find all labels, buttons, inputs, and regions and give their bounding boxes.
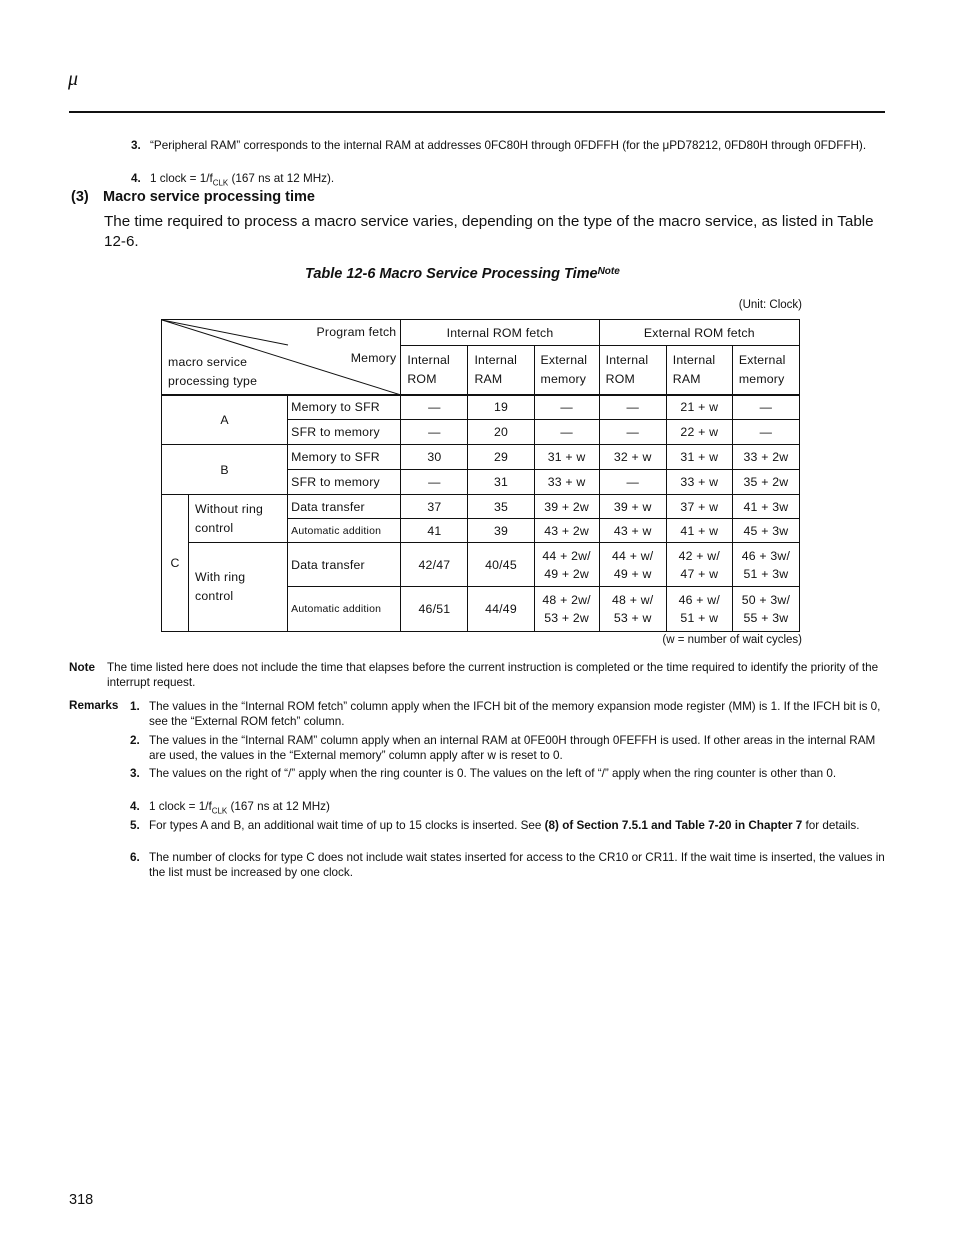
value-cell: 37 + w [666, 495, 732, 519]
type-a-cell: A [162, 395, 288, 445]
value-cell: 20 [468, 420, 534, 445]
program-fetch-label: Program fetch [316, 325, 397, 339]
value-cell: 39 + w [599, 495, 666, 519]
value-cell: 46 + w/ 51 + w [666, 587, 732, 632]
row-label: Memory to SFR [288, 395, 401, 420]
value-cell: 22 + w [666, 420, 732, 445]
mu-symbol-header: μ [68, 68, 79, 90]
value-cell: 30 [401, 445, 468, 470]
value-cell: — [599, 395, 666, 420]
value-cell: 32 + w [599, 445, 666, 470]
row-label: Data transfer [288, 495, 401, 519]
table-row [162, 445, 800, 470]
value-cell: 42/47 [401, 543, 468, 587]
remark-number: 1. [130, 700, 140, 713]
value-cell: 43 + 2w [534, 519, 599, 543]
note-label: Note [69, 661, 95, 674]
row-label: SFR to memory [288, 420, 401, 445]
table-footer: (w = number of wait cycles) [662, 634, 802, 646]
without-ring-control-cell: Without ring control [189, 495, 288, 543]
header-rule [69, 111, 885, 113]
row-label: SFR to memory [288, 470, 401, 495]
value-cell: 21 + w [666, 395, 732, 420]
value-cell: 39 [468, 519, 534, 543]
value-cell: — [401, 470, 468, 495]
row-label: Data transfer [288, 543, 401, 587]
value-cell: 41 + w [666, 519, 732, 543]
section-title: Macro service processing time [103, 189, 315, 205]
value-cell: — [534, 395, 599, 420]
value-cell: 48 + 2w/ 53 + 2w [534, 587, 599, 632]
remark-text: 1 clock = $1/f_{CLK}$ (167 ns at 12 MHz) [149, 800, 330, 816]
row-label: Memory to SFR [288, 445, 401, 470]
remarks-label: Remarks [69, 699, 119, 712]
external-rom-fetch-header: External ROM fetch [599, 320, 799, 346]
row-label: Automatic addition [288, 519, 401, 543]
memory-header: Internal RAM [468, 346, 534, 395]
remark-number: 6. [130, 851, 140, 864]
remark-number: 4. [130, 800, 140, 813]
table-caption: Table 12-6 Macro Service Processing Time$^{Note}$ [305, 266, 620, 282]
memory-label: Memory [350, 351, 397, 365]
mu-symbol: μ [662, 139, 670, 152]
value-cell: 44/49 [468, 587, 534, 632]
memory-header: Internal ROM [599, 346, 666, 395]
remark-text: The values on the right of “/” apply when the ring counter is 0. The values on the left of “/” apply when the ring counter is other than 0. [149, 767, 837, 780]
value-cell: 42 + w/ 47 + w [666, 543, 732, 587]
cross-reference: (8) of Section 7.5.1 and Table 7-20 in Chapter 7 [544, 819, 803, 832]
value-cell: 41 [401, 519, 468, 543]
note-text: 1 clock = $1/f_{CLK}$ (167 ns at 12 MHz). [150, 172, 335, 188]
processing-type-label: macro service processing type [168, 355, 258, 388]
note-number: 3. [131, 139, 141, 152]
value-cell: 41 + 3w [732, 495, 799, 519]
table-row [162, 395, 800, 420]
remark-text: For types A and B, an additional wait time of up to 15 clocks is inserted. See (8) of Section 7.5.1 and Table 7-20 in Chapter 7 for details. [149, 819, 860, 832]
note-number: 4. [131, 172, 141, 185]
memory-header: Internal RAM [666, 346, 732, 395]
table-unit: (Unit: Clock) [738, 299, 802, 311]
memory-header: External memory [534, 346, 599, 395]
value-cell: 40/45 [468, 543, 534, 587]
corner-header [162, 320, 401, 395]
caption-note-sup: Note [597, 266, 620, 277]
value-cell: 33 + 2w [732, 445, 799, 470]
section-number: (3) [71, 189, 89, 205]
value-cell: — [599, 420, 666, 445]
row-label: Automatic addition [288, 587, 401, 632]
remark-text: The values in the “Internal ROM fetch” column apply when the IFCH bit of the memory expansion mode register (MM) is 1. If the IFCH bit is 0, see the “External ROM fetch” column. [149, 700, 881, 728]
value-cell: — [401, 395, 468, 420]
value-cell: 35 [468, 495, 534, 519]
value-cell: — [401, 420, 468, 445]
value-cell: 31 + w [534, 445, 599, 470]
type-c-cell: C [162, 495, 189, 632]
value-cell: — [599, 470, 666, 495]
macro-service-table [161, 319, 800, 632]
remark-number: 3. [130, 767, 140, 780]
value-cell: 29 [468, 445, 534, 470]
note-text: The time listed here does not include the time that elapses before the current instruction is completed or the time required to identify the priority of the interrupt request. [107, 661, 879, 689]
value-cell: 37 [401, 495, 468, 519]
value-cell: 44 + 2w/ 49 + 2w [534, 543, 599, 587]
value-cell: 33 + w [534, 470, 599, 495]
value-cell: 35 + 2w [732, 470, 799, 495]
note-text: “Peripheral RAM” corresponds to the internal RAM at addresses 0FC80H through 0FDFFH (for the μPD78212, 0FD80H through 0FDFFH). [150, 139, 867, 152]
value-cell: 19 [468, 395, 534, 420]
value-cell: 45 + 3w [732, 519, 799, 543]
with-ring-control-cell: With ring control [189, 543, 288, 632]
value-cell: 33 + w [666, 470, 732, 495]
value-cell: 44 + w/ 49 + w [599, 543, 666, 587]
value-cell: — [732, 395, 799, 420]
remark-number: 5. [130, 819, 140, 832]
table-row [162, 543, 800, 587]
value-cell: 46 + 3w/ 51 + 3w [732, 543, 799, 587]
section-heading [71, 189, 315, 205]
memory-header: Internal ROM [401, 346, 468, 395]
remark-text: The values in the “Internal RAM” column apply when an internal RAM at 0FE00H through 0FEFFH is used. If other areas in the internal RAM are used, the values in the “External memory” column apply after w is reset to 0. [149, 734, 876, 762]
value-cell: 43 + w [599, 519, 666, 543]
section-body: The time required to process a macro service varies, depending on the type of the macro service, as listed in Table 12-6. [104, 213, 874, 250]
table-row [162, 495, 800, 519]
page-number: 318 [69, 1192, 94, 1208]
value-cell: 39 + 2w [534, 495, 599, 519]
value-cell: 31 + w [666, 445, 732, 470]
value-cell: 50 + 3w/ 55 + 3w [732, 587, 799, 632]
remark-text: The number of clocks for type C does not include wait states inserted for access to the CR10 or CR11. If the wait time is inserted, the values in the list must be increased by one clock. [149, 851, 885, 879]
type-b-cell: B [162, 445, 288, 495]
remark-number: 2. [130, 734, 140, 747]
value-cell: — [732, 420, 799, 445]
value-cell: 48 + w/ 53 + w [599, 587, 666, 632]
value-cell: 31 [468, 470, 534, 495]
value-cell: 46/51 [401, 587, 468, 632]
value-cell: — [534, 420, 599, 445]
internal-rom-fetch-header: Internal ROM fetch [401, 320, 599, 346]
memory-header: External memory [732, 346, 799, 395]
